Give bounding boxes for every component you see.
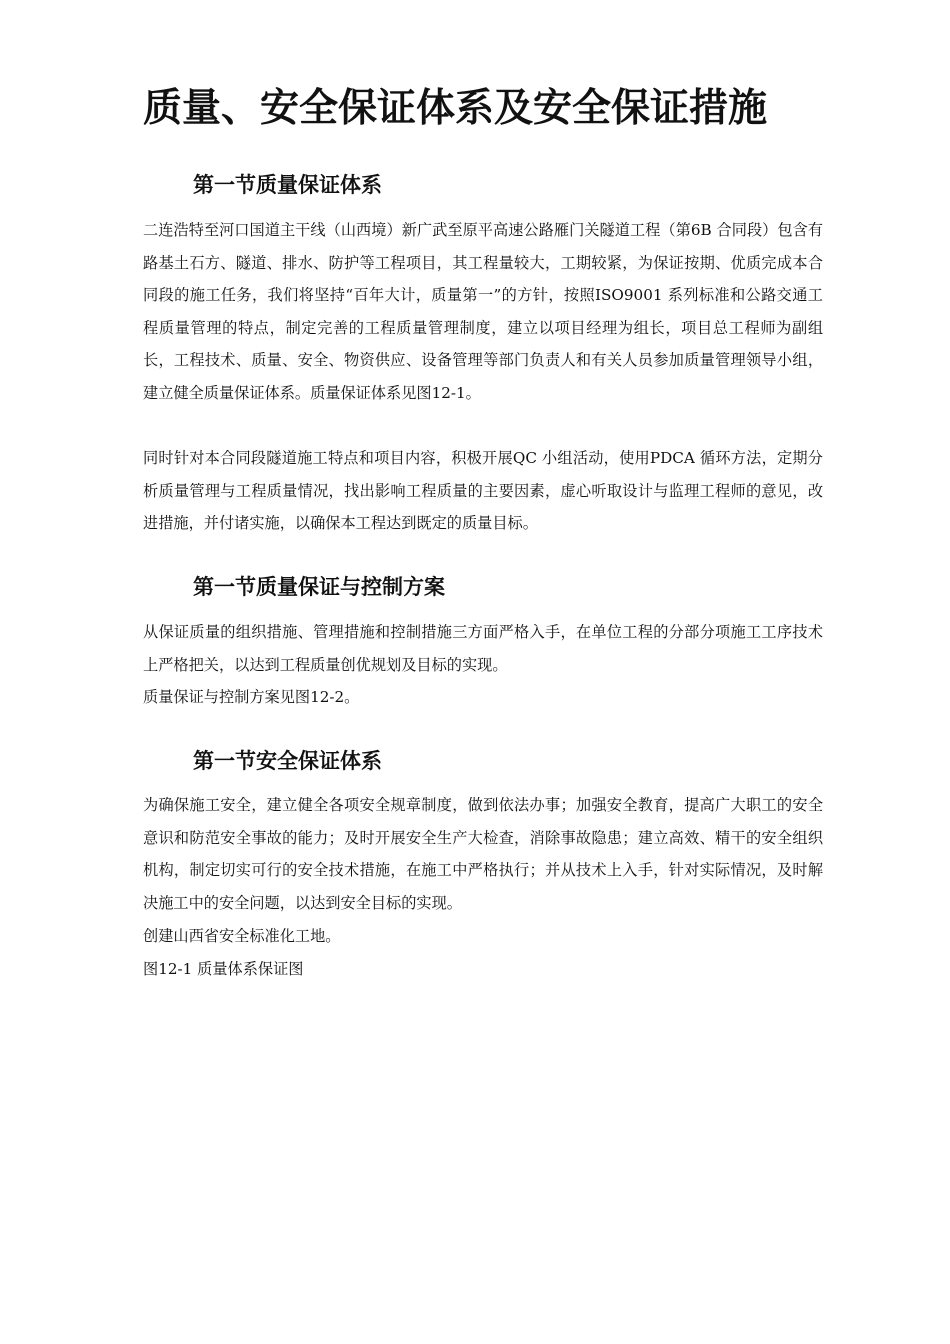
paragraph-quality-system-intro: 二连浩特至河口国道主干线（山西境）新广武至原平高速公路雁门关隧道工程（第6B 合同段）包含有路基土石方、隧道、排水、防护等工程项目，其工程量较大，工期较紧，为保证按期、优质完成本合同段的施工任务，我们将坚持“百年大计，质量第一”的方针，按照ISO9001 系列标准和公路交通工程质量管理的特点，制定完善的工程质量管理制度，建立以项目经理为组长，项目总工程师为副组长，工程技术、质量、安全、物资供应、设备管理等部门负责人和有关人员参加质量管理领导小组，建立健全质量保证体系。质量保证体系见图12-1。: [143, 221, 823, 402]
paragraph-quality-control-figure-ref: 质量保证与控制方案见图12-2。: [143, 688, 360, 706]
section-heading-quality-control: 第一节质量保证与控制方案: [193, 574, 445, 599]
page-title: 质量、安全保证体系及安全保证措施: [143, 85, 768, 131]
section-heading-safety-system: 第一节安全保证体系: [193, 748, 382, 773]
paragraph-quality-control-intro: 从保证质量的组织措施、管理措施和控制措施三方面严格入手，在单位工程的分部分项施工工序技术上严格把关，以达到工程质量创优规划及目标的实现。: [143, 623, 823, 674]
paragraph-quality-system-qc: 同时针对本合同段隧道施工特点和项目内容，积极开展QC 小组活动，使用PDCA 循环方法，定期分析质量管理与工程质量情况，找出影响工程质量的主要因素，虚心听取设计与监理工程师的意见，改进措施，并付诸实施，以确保本工程达到既定的质量目标。: [143, 449, 823, 533]
figure-caption-12-1: 图12-1 质量体系保证图: [143, 960, 304, 978]
paragraph-safety-site: 创建山西省安全标准化工地。: [143, 927, 341, 945]
section-heading-quality-system: 第一节质量保证体系: [193, 172, 382, 197]
paragraph-safety-system-intro: 为确保施工安全，建立健全各项安全规章制度，做到依法办事；加强安全教育，提高广大职工的安全意识和防范安全事故的能力；及时开展安全生产大检查，消除事故隐患；建立高效、精干的安全组织机构，制定切实可行的安全技术措施，在施工中严格执行；并从技术上入手，针对实际情况，及时解决施工中的安全问题，以达到安全目标的实现。: [143, 796, 823, 912]
